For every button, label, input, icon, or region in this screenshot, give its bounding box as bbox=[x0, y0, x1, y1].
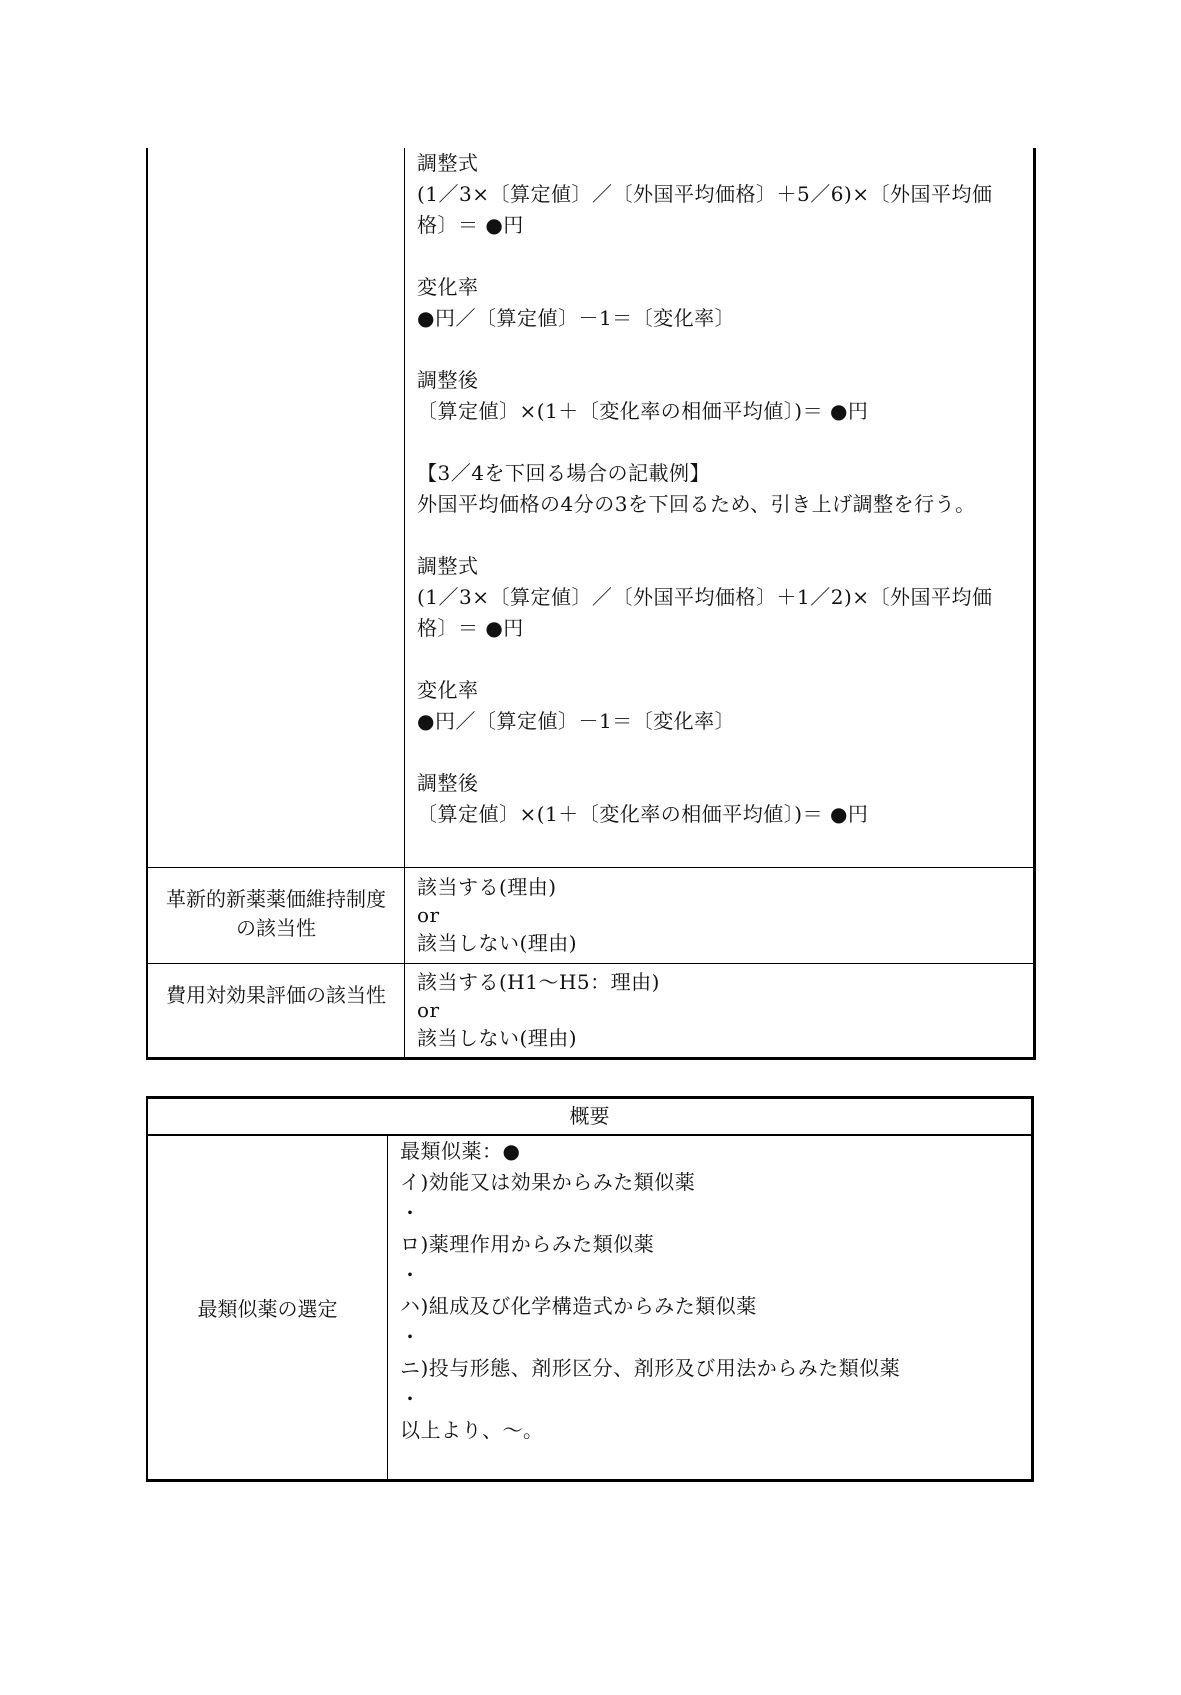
table1-left-border bbox=[146, 148, 148, 1060]
calc-line: 調整式 bbox=[417, 554, 479, 578]
similar-drug-line: ・ bbox=[400, 1387, 421, 1411]
similar-drug-line: ・ bbox=[400, 1201, 421, 1225]
table2-right-border bbox=[1031, 1096, 1034, 1482]
similar-drug-line: 以上より、～。 bbox=[400, 1418, 544, 1442]
table2-header-divider bbox=[146, 1134, 1034, 1136]
calc-line: 変化率 bbox=[417, 275, 479, 299]
cost-effectiveness-value: or bbox=[417, 998, 440, 1022]
table1-column-divider bbox=[404, 148, 405, 1060]
most-similar-drug-label: 最類似薬の選定 bbox=[197, 1297, 338, 1321]
similar-drug-line: ニ)投与形態、剤形区分、剤形及び用法からみた類似薬 bbox=[400, 1356, 901, 1380]
table2-left-border bbox=[146, 1096, 148, 1482]
table2-top-border bbox=[146, 1096, 1034, 1099]
calc-line: 外国平均価格の4分の3を下回るため、引き上げ調整を行う。 bbox=[417, 492, 976, 516]
calc-line: 格〕＝ ●円 bbox=[417, 213, 524, 237]
calc-line: 調整後 bbox=[417, 368, 479, 392]
calc-line: 【3／4を下回る場合の記載例】 bbox=[417, 461, 710, 485]
similar-drug-line: ・ bbox=[400, 1263, 421, 1287]
calc-line: 調整式 bbox=[417, 151, 479, 175]
table1-row-divider-2 bbox=[146, 963, 1036, 964]
calc-line: ●円／〔算定値〕－1＝〔変化率〕 bbox=[417, 306, 736, 330]
calc-line: (1／3×〔算定値〕／〔外国平均価格〕＋5／6)×〔外国平均価 bbox=[417, 182, 993, 206]
innovative-drug-value: or bbox=[417, 903, 440, 927]
similar-drug-line: 最類似薬：● bbox=[400, 1139, 521, 1163]
table1-row-divider-1 bbox=[146, 867, 1036, 868]
calc-line: 変化率 bbox=[417, 678, 479, 702]
innovative-drug-value: 該当する(理由) bbox=[417, 875, 557, 899]
calc-line: ●円／〔算定値〕－1＝〔変化率〕 bbox=[417, 709, 736, 733]
table2-column-divider bbox=[387, 1135, 388, 1481]
table1-bottom-border bbox=[146, 1057, 1036, 1060]
cost-effectiveness-value: 該当しない(理由) bbox=[417, 1026, 578, 1050]
calc-line: (1／3×〔算定値〕／〔外国平均価格〕＋1／2)×〔外国平均価 bbox=[417, 585, 993, 609]
table2-bottom-border bbox=[146, 1479, 1034, 1482]
table1-right-border bbox=[1033, 148, 1036, 1060]
cost-effectiveness-value: 該当する(H1～H5：理由) bbox=[417, 970, 660, 994]
innovative-drug-value: 該当しない(理由) bbox=[417, 931, 578, 955]
similar-drug-line: ・ bbox=[400, 1325, 421, 1349]
similar-drug-line: ハ)組成及び化学構造式からみた類似薬 bbox=[400, 1294, 757, 1318]
calc-line: 格〕＝ ●円 bbox=[417, 616, 524, 640]
innovative-drug-label: 革新的新薬薬価維持制度の該当性 bbox=[166, 887, 386, 940]
similar-drug-line: イ)効能又は効果からみた類似薬 bbox=[400, 1170, 696, 1194]
calc-line: 調整後 bbox=[417, 771, 479, 795]
cost-effectiveness-label: 費用対効果評価の該当性 bbox=[166, 983, 386, 1007]
similar-drug-line: ロ)薬理作用からみた類似薬 bbox=[400, 1232, 655, 1256]
calc-line: 〔算定値〕×(1＋〔変化率の相価平均値〕)＝ ●円 bbox=[417, 802, 869, 826]
calc-line: 〔算定値〕×(1＋〔変化率の相価平均値〕)＝ ●円 bbox=[417, 399, 869, 423]
table2-header: 概要 bbox=[569, 1104, 610, 1128]
